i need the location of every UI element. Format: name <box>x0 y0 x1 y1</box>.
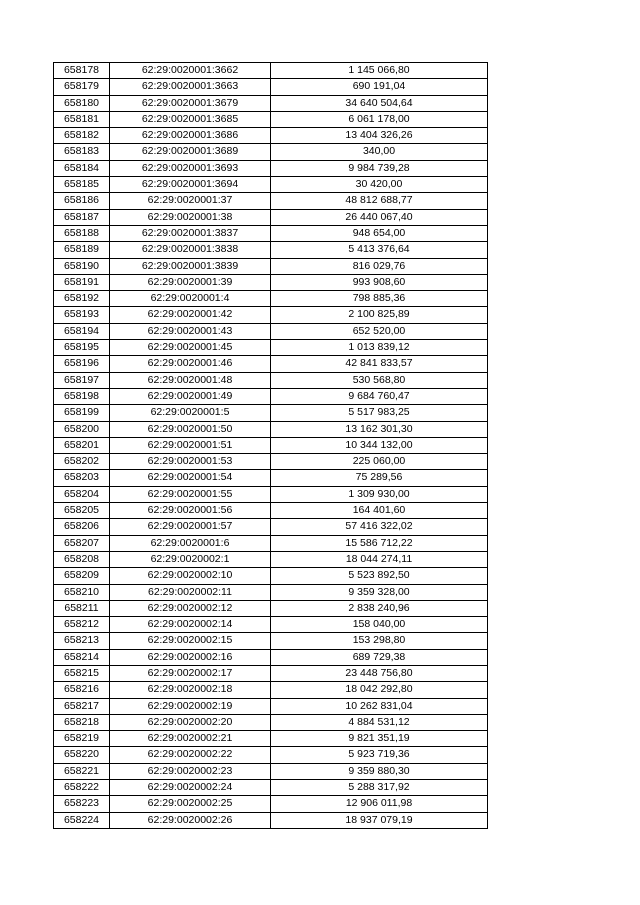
row-id-cell: 658196 <box>54 356 110 372</box>
table-row <box>54 258 488 274</box>
value-cell: 1 309 930,00 <box>271 486 488 502</box>
table-row <box>54 796 488 812</box>
table-row <box>54 128 488 144</box>
table-row <box>54 356 488 372</box>
value-cell: 2 838 240,96 <box>271 600 488 616</box>
cadastral-number-cell: 62:29:0020001:6 <box>110 535 271 551</box>
cadastral-number-cell: 62:29:0020002:1 <box>110 551 271 567</box>
cadastral-number-cell: 62:29:0020002:18 <box>110 682 271 698</box>
row-id-cell: 658215 <box>54 665 110 681</box>
value-cell: 18 042 292,80 <box>271 682 488 698</box>
cadastral-number-cell: 62:29:0020002:11 <box>110 584 271 600</box>
data-table <box>53 62 488 829</box>
table-row <box>54 340 488 356</box>
table-row <box>54 454 488 470</box>
cadastral-number-cell: 62:29:0020001:3662 <box>110 63 271 79</box>
row-id-cell: 658222 <box>54 780 110 796</box>
cadastral-number-cell: 62:29:0020001:3838 <box>110 242 271 258</box>
table-row <box>54 617 488 633</box>
cadastral-number-cell: 62:29:0020002:25 <box>110 796 271 812</box>
row-id-cell: 658210 <box>54 584 110 600</box>
table-row <box>54 388 488 404</box>
row-id-cell: 658192 <box>54 291 110 307</box>
value-cell: 26 440 067,40 <box>271 209 488 225</box>
value-cell: 5 413 376,64 <box>271 242 488 258</box>
value-cell: 57 416 322,02 <box>271 519 488 535</box>
row-id-cell: 658178 <box>54 63 110 79</box>
table-row <box>54 79 488 95</box>
row-id-cell: 658189 <box>54 242 110 258</box>
cadastral-number-cell: 62:29:0020001:54 <box>110 470 271 486</box>
value-cell: 1 013 839,12 <box>271 340 488 356</box>
table-row <box>54 323 488 339</box>
cadastral-number-cell: 62:29:0020001:45 <box>110 340 271 356</box>
table-row <box>54 486 488 502</box>
row-id-cell: 658207 <box>54 535 110 551</box>
table-row <box>54 144 488 160</box>
row-id-cell: 658187 <box>54 209 110 225</box>
cadastral-number-cell: 62:29:0020001:53 <box>110 454 271 470</box>
value-cell: 5 517 983,25 <box>271 405 488 421</box>
cadastral-number-cell: 62:29:0020001:3839 <box>110 258 271 274</box>
table-row <box>54 665 488 681</box>
value-cell: 5 923 719,36 <box>271 747 488 763</box>
value-cell: 9 359 328,00 <box>271 584 488 600</box>
value-cell: 75 289,56 <box>271 470 488 486</box>
cadastral-number-cell: 62:29:0020002:26 <box>110 812 271 828</box>
cadastral-number-cell: 62:29:0020001:3663 <box>110 79 271 95</box>
cadastral-number-cell: 62:29:0020001:42 <box>110 307 271 323</box>
value-cell: 34 640 504,64 <box>271 95 488 111</box>
table-row <box>54 291 488 307</box>
value-cell: 689 729,38 <box>271 649 488 665</box>
table-body <box>54 63 488 829</box>
value-cell: 48 812 688,77 <box>271 193 488 209</box>
row-id-cell: 658212 <box>54 617 110 633</box>
row-id-cell: 658183 <box>54 144 110 160</box>
row-id-cell: 658188 <box>54 225 110 241</box>
value-cell: 2 100 825,89 <box>271 307 488 323</box>
value-cell: 13 404 326,26 <box>271 128 488 144</box>
table-row <box>54 470 488 486</box>
cadastral-number-cell: 62:29:0020002:24 <box>110 780 271 796</box>
table-row <box>54 633 488 649</box>
table-row <box>54 437 488 453</box>
value-cell: 993 908,60 <box>271 274 488 290</box>
row-id-cell: 658223 <box>54 796 110 812</box>
cadastral-number-cell: 62:29:0020001:43 <box>110 323 271 339</box>
cadastral-number-cell: 62:29:0020001:4 <box>110 291 271 307</box>
row-id-cell: 658224 <box>54 812 110 828</box>
value-cell: 816 029,76 <box>271 258 488 274</box>
value-cell: 30 420,00 <box>271 177 488 193</box>
value-cell: 690 191,04 <box>271 79 488 95</box>
value-cell: 5 523 892,50 <box>271 568 488 584</box>
table-row <box>54 535 488 551</box>
value-cell: 153 298,80 <box>271 633 488 649</box>
row-id-cell: 658198 <box>54 388 110 404</box>
value-cell: 225 060,00 <box>271 454 488 470</box>
cadastral-number-cell: 62:29:0020001:3689 <box>110 144 271 160</box>
table-row <box>54 731 488 747</box>
value-cell: 42 841 833,57 <box>271 356 488 372</box>
table-row <box>54 519 488 535</box>
row-id-cell: 658203 <box>54 470 110 486</box>
table-row <box>54 763 488 779</box>
row-id-cell: 658191 <box>54 274 110 290</box>
row-id-cell: 658201 <box>54 437 110 453</box>
table-row <box>54 111 488 127</box>
row-id-cell: 658219 <box>54 731 110 747</box>
table-row <box>54 372 488 388</box>
row-id-cell: 658190 <box>54 258 110 274</box>
table-row <box>54 421 488 437</box>
table-row <box>54 63 488 79</box>
row-id-cell: 658214 <box>54 649 110 665</box>
row-id-cell: 658206 <box>54 519 110 535</box>
row-id-cell: 658200 <box>54 421 110 437</box>
value-cell: 530 568,80 <box>271 372 488 388</box>
value-cell: 5 288 317,92 <box>271 780 488 796</box>
row-id-cell: 658199 <box>54 405 110 421</box>
row-id-cell: 658202 <box>54 454 110 470</box>
value-cell: 18 937 079,19 <box>271 812 488 828</box>
row-id-cell: 658193 <box>54 307 110 323</box>
row-id-cell: 658179 <box>54 79 110 95</box>
row-id-cell: 658186 <box>54 193 110 209</box>
row-id-cell: 658221 <box>54 763 110 779</box>
cadastral-number-cell: 62:29:0020002:14 <box>110 617 271 633</box>
value-cell: 4 884 531,12 <box>271 714 488 730</box>
table-row <box>54 600 488 616</box>
value-cell: 1 145 066,80 <box>271 63 488 79</box>
row-id-cell: 658204 <box>54 486 110 502</box>
table-row <box>54 307 488 323</box>
cadastral-number-cell: 62:29:0020002:23 <box>110 763 271 779</box>
cadastral-number-cell: 62:29:0020001:48 <box>110 372 271 388</box>
table-row <box>54 405 488 421</box>
value-cell: 9 984 739,28 <box>271 160 488 176</box>
cadastral-number-cell: 62:29:0020001:55 <box>110 486 271 502</box>
row-id-cell: 658184 <box>54 160 110 176</box>
cadastral-number-cell: 62:29:0020001:37 <box>110 193 271 209</box>
row-id-cell: 658220 <box>54 747 110 763</box>
table-row <box>54 95 488 111</box>
cadastral-number-cell: 62:29:0020001:3679 <box>110 95 271 111</box>
value-cell: 23 448 756,80 <box>271 665 488 681</box>
row-id-cell: 658181 <box>54 111 110 127</box>
cadastral-number-cell: 62:29:0020002:15 <box>110 633 271 649</box>
cadastral-number-cell: 62:29:0020001:50 <box>110 421 271 437</box>
table-row <box>54 242 488 258</box>
cadastral-number-cell: 62:29:0020001:3837 <box>110 225 271 241</box>
row-id-cell: 658217 <box>54 698 110 714</box>
row-id-cell: 658195 <box>54 340 110 356</box>
value-cell: 340,00 <box>271 144 488 160</box>
cadastral-number-cell: 62:29:0020002:22 <box>110 747 271 763</box>
cadastral-number-cell: 62:29:0020002:19 <box>110 698 271 714</box>
table-row <box>54 503 488 519</box>
row-id-cell: 658218 <box>54 714 110 730</box>
value-cell: 652 520,00 <box>271 323 488 339</box>
cadastral-number-cell: 62:29:0020001:46 <box>110 356 271 372</box>
row-id-cell: 658213 <box>54 633 110 649</box>
cadastral-number-cell: 62:29:0020001:57 <box>110 519 271 535</box>
value-cell: 9 359 880,30 <box>271 763 488 779</box>
table-row <box>54 193 488 209</box>
cadastral-number-cell: 62:29:0020001:56 <box>110 503 271 519</box>
table-row <box>54 698 488 714</box>
cadastral-number-cell: 62:29:0020002:20 <box>110 714 271 730</box>
value-cell: 9 821 351,19 <box>271 731 488 747</box>
cadastral-number-cell: 62:29:0020001:51 <box>110 437 271 453</box>
value-cell: 12 906 011,98 <box>271 796 488 812</box>
table-row <box>54 584 488 600</box>
cadastral-number-cell: 62:29:0020001:49 <box>110 388 271 404</box>
table-row <box>54 780 488 796</box>
table-row <box>54 160 488 176</box>
cadastral-number-cell: 62:29:0020001:3685 <box>110 111 271 127</box>
value-cell: 10 262 831,04 <box>271 698 488 714</box>
table-row <box>54 568 488 584</box>
value-cell: 13 162 301,30 <box>271 421 488 437</box>
row-id-cell: 658182 <box>54 128 110 144</box>
table-row <box>54 714 488 730</box>
table-row <box>54 551 488 567</box>
value-cell: 10 344 132,00 <box>271 437 488 453</box>
value-cell: 15 586 712,22 <box>271 535 488 551</box>
cadastral-number-cell: 62:29:0020001:3686 <box>110 128 271 144</box>
table-row <box>54 209 488 225</box>
row-id-cell: 658216 <box>54 682 110 698</box>
value-cell: 6 061 178,00 <box>271 111 488 127</box>
value-cell: 948 654,00 <box>271 225 488 241</box>
cadastral-number-cell: 62:29:0020001:3693 <box>110 160 271 176</box>
cadastral-number-cell: 62:29:0020002:12 <box>110 600 271 616</box>
cadastral-number-cell: 62:29:0020002:17 <box>110 665 271 681</box>
row-id-cell: 658185 <box>54 177 110 193</box>
row-id-cell: 658197 <box>54 372 110 388</box>
cadastral-number-cell: 62:29:0020001:38 <box>110 209 271 225</box>
table-row <box>54 177 488 193</box>
row-id-cell: 658180 <box>54 95 110 111</box>
value-cell: 18 044 274,11 <box>271 551 488 567</box>
cadastral-number-cell: 62:29:0020002:16 <box>110 649 271 665</box>
cadastral-number-cell: 62:29:0020001:5 <box>110 405 271 421</box>
table-row <box>54 812 488 828</box>
row-id-cell: 658205 <box>54 503 110 519</box>
table-row <box>54 682 488 698</box>
cadastral-number-cell: 62:29:0020002:21 <box>110 731 271 747</box>
value-cell: 158 040,00 <box>271 617 488 633</box>
row-id-cell: 658211 <box>54 600 110 616</box>
value-cell: 164 401,60 <box>271 503 488 519</box>
table-row <box>54 649 488 665</box>
value-cell: 798 885,36 <box>271 291 488 307</box>
table-row <box>54 274 488 290</box>
table-row <box>54 747 488 763</box>
row-id-cell: 658208 <box>54 551 110 567</box>
cadastral-number-cell: 62:29:0020001:39 <box>110 274 271 290</box>
cadastral-number-cell: 62:29:0020001:3694 <box>110 177 271 193</box>
value-cell: 9 684 760,47 <box>271 388 488 404</box>
row-id-cell: 658194 <box>54 323 110 339</box>
cadastral-number-cell: 62:29:0020002:10 <box>110 568 271 584</box>
table-row <box>54 225 488 241</box>
row-id-cell: 658209 <box>54 568 110 584</box>
